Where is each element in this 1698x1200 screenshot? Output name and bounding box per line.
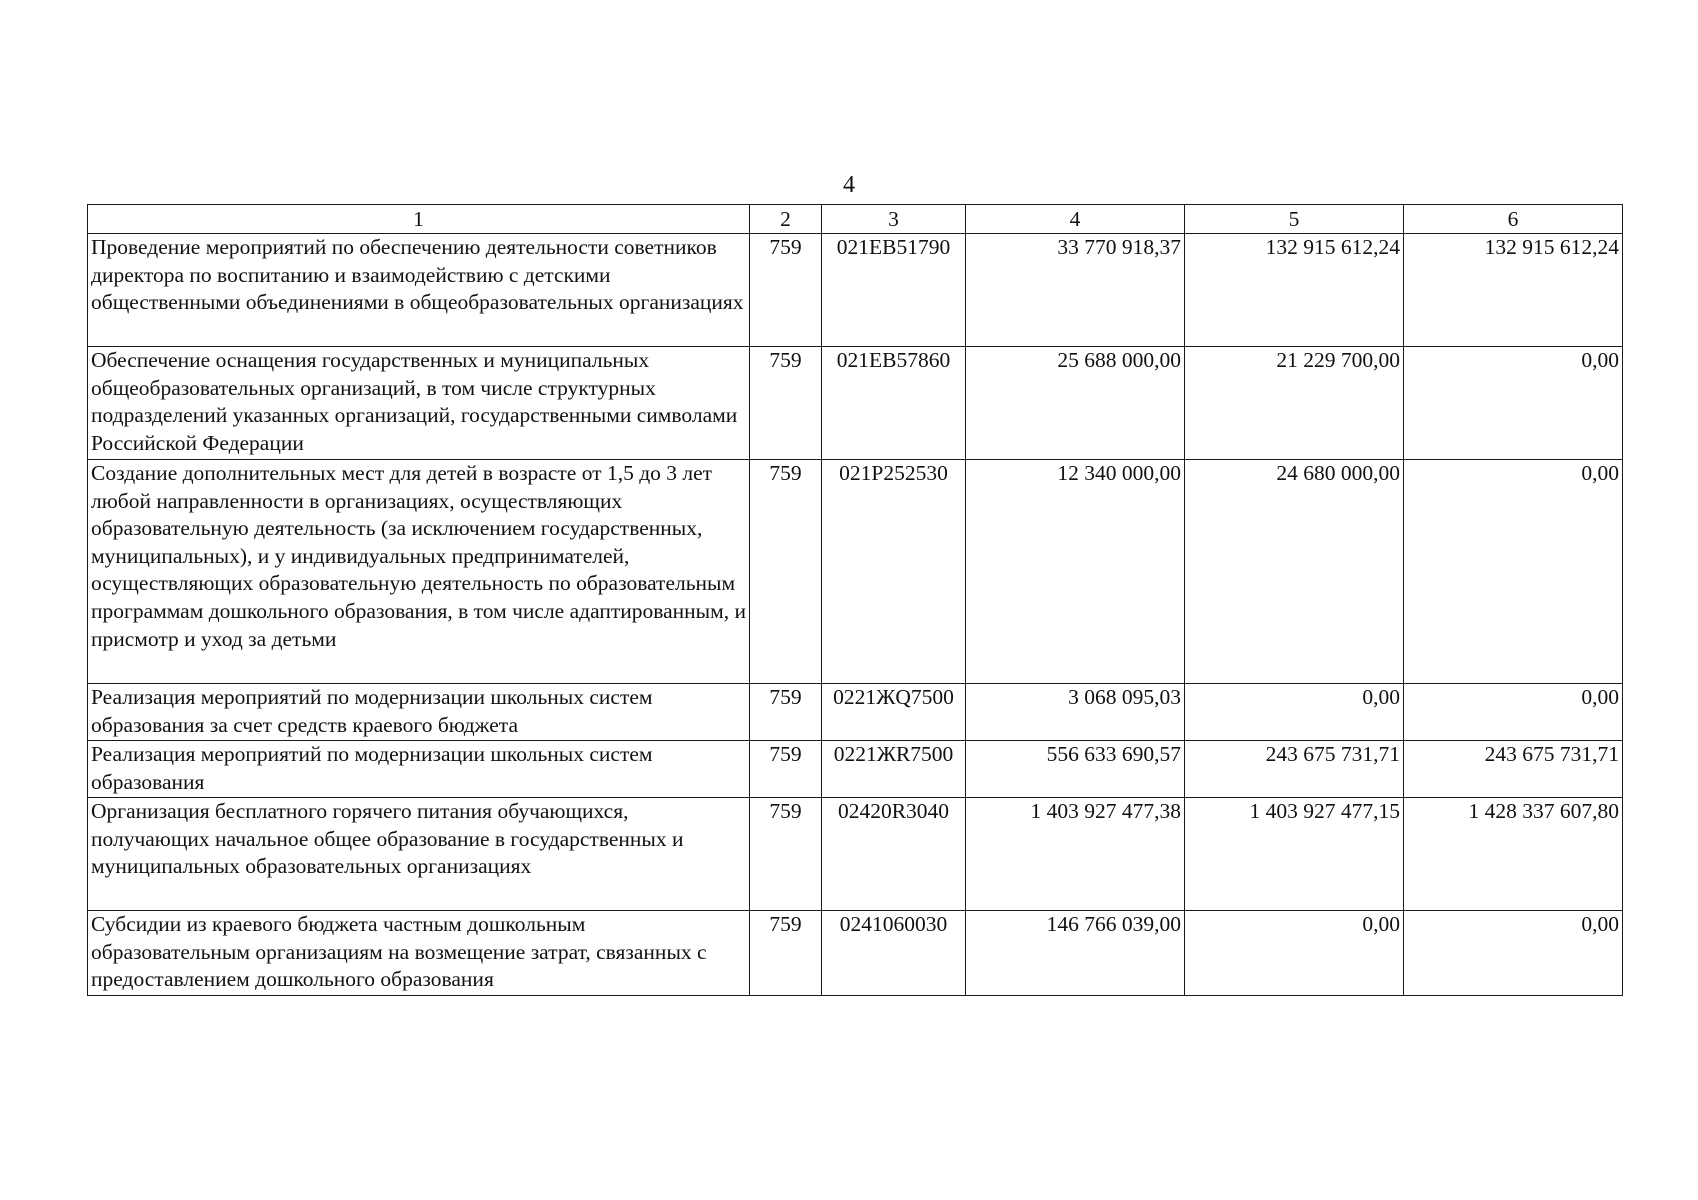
amount-col5: 132 915 612,24	[1185, 234, 1404, 347]
column-header: 2	[750, 205, 822, 234]
row-description: Реализация мероприятий по модернизации школьных систем образования за счет средств краевого бюджета	[88, 684, 750, 741]
amount-col4: 1 403 927 477,38	[966, 798, 1185, 911]
amount-col5: 24 680 000,00	[1185, 460, 1404, 684]
row-description: Организация бесплатного горячего питания обучающихся, получающих начальное общее образование в государственных и муниципальных образовательных организациях	[88, 798, 750, 911]
column-header: 3	[822, 205, 966, 234]
amount-col4: 12 340 000,00	[966, 460, 1185, 684]
table-row	[88, 347, 1623, 460]
table-row	[88, 911, 1623, 996]
ministry-code: 759	[750, 347, 822, 460]
column-header: 6	[1404, 205, 1623, 234]
row-description: Реализация мероприятий по модернизации школьных систем образования	[88, 741, 750, 798]
amount-col5: 0,00	[1185, 911, 1404, 996]
page-number: 4	[843, 172, 855, 198]
target-article-code: 02420R3040	[822, 798, 966, 911]
ministry-code: 759	[750, 741, 822, 798]
table-row	[88, 460, 1623, 684]
amount-col6: 0,00	[1404, 347, 1623, 460]
amount-col6: 0,00	[1404, 460, 1623, 684]
target-article-code: 0221ЖR7500	[822, 741, 966, 798]
amount-col6: 243 675 731,71	[1404, 741, 1623, 798]
ministry-code: 759	[750, 911, 822, 996]
amount-col4: 556 633 690,57	[966, 741, 1185, 798]
target-article-code: 021EB51790	[822, 234, 966, 347]
amount-col6: 1 428 337 607,80	[1404, 798, 1623, 911]
ministry-code: 759	[750, 798, 822, 911]
column-header: 4	[966, 205, 1185, 234]
row-description: Субсидии из краевого бюджета частным дошкольным образовательным организациям на возмещение затрат, связанных с предоставлением дошкольного образования	[88, 911, 750, 996]
table-row	[88, 798, 1623, 911]
amount-col6: 0,00	[1404, 911, 1623, 996]
target-article-code: 0241060030	[822, 911, 966, 996]
amount-col5: 21 229 700,00	[1185, 347, 1404, 460]
target-article-code: 021P252530	[822, 460, 966, 684]
table-header-row	[88, 205, 1623, 234]
amount-col6: 132 915 612,24	[1404, 234, 1623, 347]
table-row	[88, 684, 1623, 741]
row-description: Обеспечение оснащения государственных и муниципальных общеобразовательных организаций, в том числе структурных подразделений указанных организаций, государственными символами Российской Федерации	[88, 347, 750, 460]
column-header: 1	[88, 205, 750, 234]
amount-col5: 1 403 927 477,15	[1185, 798, 1404, 911]
target-article-code: 021EB57860	[822, 347, 966, 460]
amount-col4: 33 770 918,37	[966, 234, 1185, 347]
table-row	[88, 741, 1623, 798]
ministry-code: 759	[750, 460, 822, 684]
amount-col6: 0,00	[1404, 684, 1623, 741]
amount-col4: 25 688 000,00	[966, 347, 1185, 460]
target-article-code: 0221ЖQ7500	[822, 684, 966, 741]
amount-col4: 3 068 095,03	[966, 684, 1185, 741]
ministry-code: 759	[750, 234, 822, 347]
ministry-code: 759	[750, 684, 822, 741]
amount-col5: 0,00	[1185, 684, 1404, 741]
amount-col4: 146 766 039,00	[966, 911, 1185, 996]
amount-col5: 243 675 731,71	[1185, 741, 1404, 798]
row-description: Создание дополнительных мест для детей в возрасте от 1,5 до 3 лет любой направленности в организациях, осуществляющих образовательную деятельность (за исключением государственных, муниципальных), и у индивидуальных предпринимателей, осуществляющих образовательную деятельность по образовательным программам дошкольного образования, в том числе адаптированным, и присмотр и уход за детьми	[88, 460, 750, 684]
budget-table	[87, 204, 1623, 996]
row-description: Проведение мероприятий по обеспечению деятельности советников директора по воспитанию и взаимодействию с детскими общественными объединениями в общеобразовательных организациях	[88, 234, 750, 347]
table-row	[88, 234, 1623, 347]
column-header: 5	[1185, 205, 1404, 234]
